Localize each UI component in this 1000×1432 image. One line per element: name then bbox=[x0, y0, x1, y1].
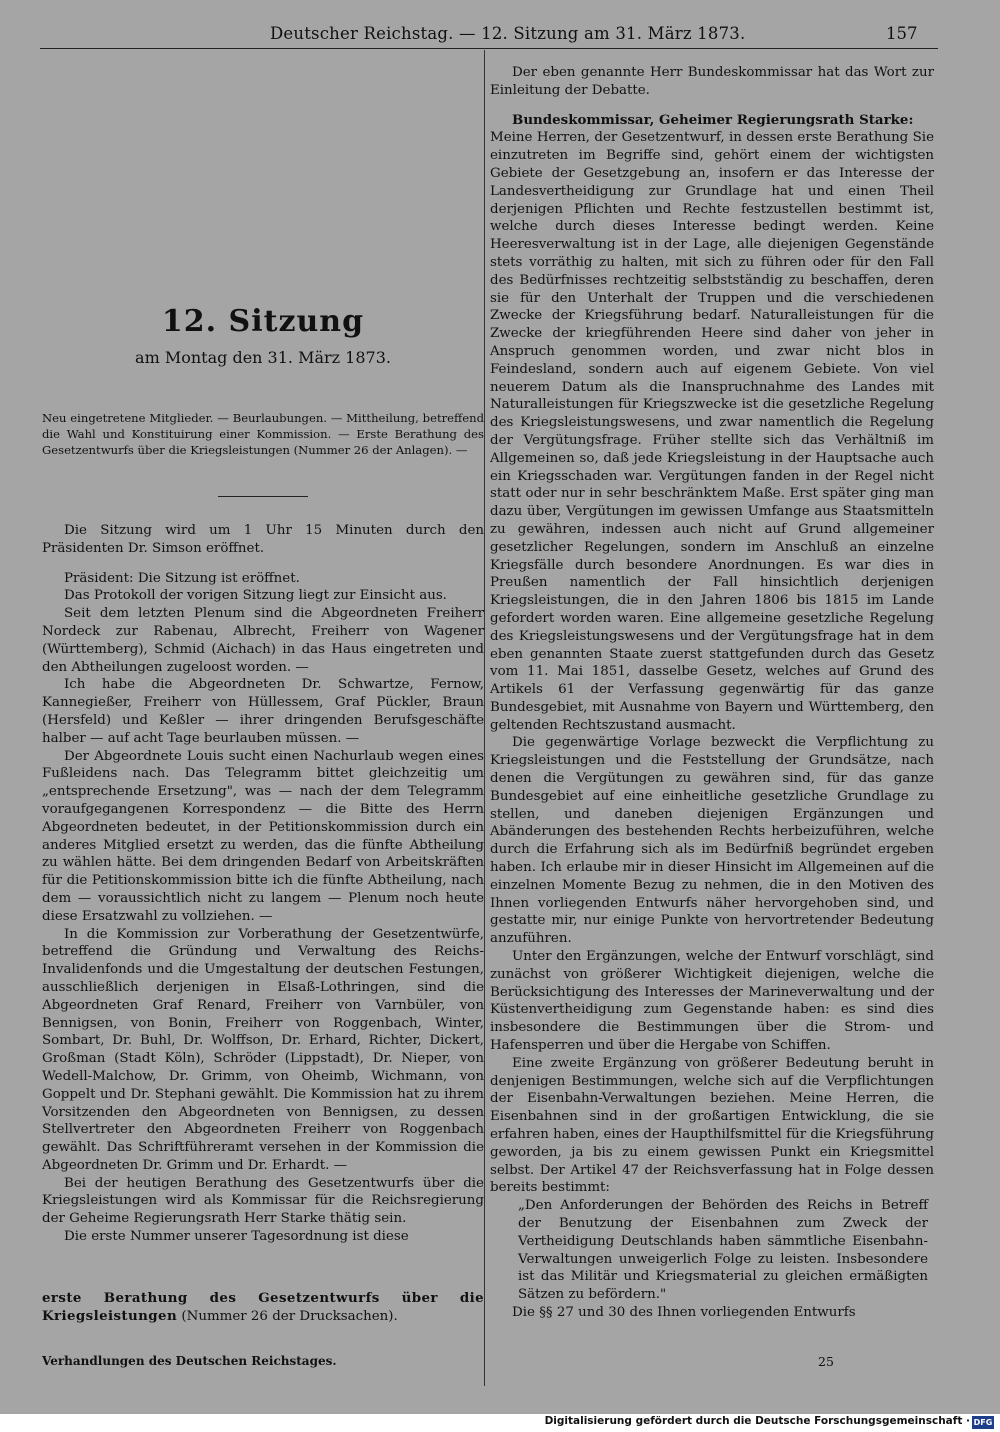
session-date: am Montag den 31. März 1873. bbox=[135, 348, 391, 367]
paragraph-louis: Der Abgeordnete Louis sucht einen Nachurlaub wegen eines Fußleidens nach. Das Telegramm bittet gleichzeitig um „entsprechende Ersetzung", was — nach der dem Telegramm voraufgegangenen Korrespondenz — die Bitte des Herrn Abgeordneten bedeutet, in der Petitionskommission durch ein anderes Mitglied ersetzt zu werden, das die fünfte Abtheilung zu wählen hätte. Bei dem dringenden Bedarf von Arbeitskräften für die Petitionskommission bitte ich die fünfte Abtheilung, nach dem — voraussichtlich nicht zu langem — Plenum noch heute diese Ersatzwahl zu vollziehen. — bbox=[42, 748, 484, 924]
intro-paragraph: Der eben genannte Herr Bundeskommissar hat das Wort zur Einleitung der Debatte. bbox=[490, 65, 934, 98]
footer-credit: Digitalisierung gefördert durch die Deutsche Forschungsgemeinschaft · bbox=[544, 1415, 970, 1427]
opening-paragraph: Die Sitzung wird um 1 Uhr 15 Minuten durch den Präsidenten Dr. Simson eröffnet. bbox=[42, 523, 484, 556]
speaker-label: Bundeskommissar, Geheimer Regierungsrath Starke: bbox=[512, 111, 914, 128]
speech-paragraph-1: Meine Herren, der Gesetzentwurf, in dessen erste Berathung Sie einzutreten im Begriffe sind, gehört einem der wichtigsten Gebiete der Gesetzgebung an, insofern er das Interesse der Landesvertheidigung zur Grundlage hat und einen Theil derjenigen Pflichten und Rechte festzustellen bestimmt ist, welche durch dieses Interesse bedingt werden. Keine Heeresverwaltung ist in der Lage, alle diejenigen Gegenstände stets vorräthig zu halten, mit sich zu führen oder für den Fall des Bedürfnisses rechtzeitig selbstständig zu beschaffen, deren sie für den Unterhalt der Truppen und die verschiedenen Zwecke der Kriegsführung bedarf. Naturalleistungen für die Zwecke der kriegführenden Heere sind daher von jeher in Anspruch genommen worden, und zwar nicht blos in Feindesland, sondern auch auf eigenem Gebiete. Von viel neuerem Datum als die Inanspruchnahme des Landes mit Naturalleistungen für Kriegszwecke ist die gesetzliche Regelung des Kriegsleistungswesens, und zwar namentlich die Regelung der Vergütungsfrage. Früher stellte sich das Verhältniß im Allgemeinen so, daß jede Kriegsleistung in der Hauptsache auch ein Kriegsschaden war. Vergütungen fanden in der Regel nicht statt oder nur in sehr beschränktem Maße. Erst später ging man dazu über, Vergütungen im gewissen Umfange aus Staatsmitteln zu gewähren, indessen auch nicht auf Grund allgemeiner gesetzlicher Regelungen, sondern im Anschluß an einzelne Kriegsfälle durch besondere Anordnungen. Es war dies in Preußen namentlich der Fall hinsichtlich derjenigen Kriegsleistungen, die in den Jahren 1806 bis 1815 im Lande gefordert worden waren. Eine allgemeine gesetzliche Regelung des Kriegsleistungswesens und der Vergütungsfrage hat in dem eben genannten Staate zuerst stattgefunden durch das Gesetz vom 11. Mai 1851, dasselbe Gesetz, welches auf Grund des Artikels 61 der Verfassung gegenwärtig für das ganze Bundesgebiet, mit Ausnahme von Bayern und Württemberg, den geltenden Rechtszustand ausmacht. bbox=[490, 130, 934, 733]
digitization-footer bbox=[0, 1414, 1000, 1432]
page-header bbox=[0, 20, 1000, 50]
paragraph-commissioner: Bei der heutigen Berathung des Gesetzentwurfs über die Kriegsleistungen wird als Kommissar für die Reichsregierung der Geheime Regierungsrath Herr Starke thätig sein. bbox=[42, 1175, 484, 1227]
agenda-item bbox=[42, 1290, 484, 1326]
left-body bbox=[42, 522, 484, 1246]
session-title: 12. Sitzung bbox=[161, 304, 365, 339]
dfg-logo: DFG bbox=[973, 1418, 993, 1427]
speech-paragraph-4: Eine zweite Ergänzung von größerer Bedeutung beruht in denjenigen Bestimmungen, welche sich auf die Verpflichtungen der Eisenbahn-Verwaltungen beziehen. Meine Herren, die Eisenbahnen sind in der großartigen Entwicklung, die sie erfahren haben, eines der Haupthilfsmittel für die Kriegsführung geworden, ja bis zu einem gewissen Punkt ein Kriegsmittel selbst. Der Artikel 47 der Reichsverfassung hat in Folge dessen bereits bestimmt: bbox=[490, 1055, 934, 1196]
paragraph-commission: In die Kommission zur Vorberathung der Gesetzentwürfe, betreffend die Gründung und Verwaltung des Reichs-Invalidenfonds und die Umgestaltung der deutschen Festungen, ausschließlich derjenigen in Elsaß-Lothringen, sind die Abgeordneten Graf Renard, Freiherr von Varnbüler, von Bennigsen, von Bonin, Freiherr von Roggenbach, Winter, Sombart, Dr. Buhl, Dr. Wolffson, Dr. Erhard, Richter, Dickert, Großman (Stadt Köln), Schröder (Lippstadt), Dr. Nieper, von Wedell-Malchow, Dr. Grimm, von Oheimb, Wichmann, von Goppelt und Dr. Stephani gewählt. Die Kommission hat zu ihrem Vorsitzenden den Abgeordneten von Bennigsen, zu dessen Stellvertreter den Abgeordneten Freiherr von Roggenbach gewählt. Das Schriftführeramt versehen in der Kommission die Abgeordneten Dr. Grimm und Dr. Erhardt. — bbox=[42, 926, 484, 1173]
article-quote: „Den Anforderungen der Behörden des Reichs in Betreff der Benutzung der Eisenbahnen zum Zweck der Vertheidigung Deutschlands haben sämmtliche Eisenbahn-Verwaltungen unweigerlich Folge zu leisten. Insbesondere ist das Militär und Kriegsmaterial zu gleichen ermäßigten Sätzen zu befördern." bbox=[518, 1198, 928, 1303]
column-divider bbox=[484, 50, 485, 1386]
page-number: 157 bbox=[886, 24, 918, 43]
paragraph-new-members: Seit dem letzten Plenum sind die Abgeordneten Freiherr Nordeck zur Rabenau, Albrecht, Freiherr von Wagener (Württemberg), Schmid (Aichach) in das Haus eingetreten und den Abtheilungen zugeloost worden. — bbox=[42, 606, 484, 675]
agenda-lead: erste Berathung des Gesetzentwurfs über die Kriegsleistungen bbox=[42, 1290, 484, 1324]
signature-mark: 25 bbox=[818, 1354, 834, 1369]
paragraph-leave: Ich habe die Abgeordneten Dr. Schwartze, Fernow, Kannegießer, Freiherr von Hüllessem, Graf Pückler, Braun (Hersfeld) und Keßler — ihrer dringenden Berufsgeschäfte halber — auf acht Tage beurlauben müssen. — bbox=[42, 677, 484, 746]
speech-paragraph-3: Unter den Ergänzungen, welche der Entwurf vorschlägt, sind zunächst von größerer Wichtigkeit diejenigen, welche die Berücksichtigung des Interesses der Marineverwaltung und der Küstenvertheidigung zum Gegenstande haben: es sind dies insbesondere die Bestimmungen über die Strom- und Hafensperren und über die Hergabe von Schiffen. bbox=[490, 949, 934, 1054]
session-summary: Neu eingetretene Mitglieder. — Beurlaubungen. — Mittheilung, betreffend die Wahl und Konstituirung einer Kommission. — Erste Berathung des Gesetzentwurfs über die Kriegsleistungen (Nummer 26 der Anlagen). — bbox=[42, 411, 484, 457]
header-rule bbox=[40, 48, 938, 49]
paragraph-protocol: Das Protokoll der vorigen Sitzung liegt zur Einsicht aus. bbox=[64, 588, 447, 604]
president-opening: Präsident: Die Sitzung ist eröffnet. bbox=[64, 570, 300, 586]
running-title: Deutscher Reichstag. — 12. Sitzung am 31. März 1873. bbox=[270, 24, 746, 43]
right-body bbox=[490, 64, 934, 1322]
footer-publication: Verhandlungen des Deutschen Reichstages. bbox=[42, 1354, 337, 1368]
summary-divider bbox=[218, 496, 308, 497]
agenda-rest: (Nummer 26 der Drucksachen). bbox=[181, 1308, 398, 1324]
speech-paragraph-2: Die gegenwärtige Vorlage bezweckt die Verpflichtung zu Kriegsleistungen und die Feststellung der Grundsätze, nach denen die Vergütungen zu gewähren sind, für das ganze Bundesgebiet auf eine einheitliche gesetzliche Grundlage zu stellen, und daneben diejenigen Ergänzungen und Abänderungen des bestehenden Rechts herbeizuführen, welche durch die Erfahrung sich als im Bedürfniß begründet ergeben haben. Ich erlaube mir in dieser Hinsicht im Allgemeinen auf die einzelnen Momente Bezug zu nehmen, die in den Motiven des Ihnen vorliegenden Entwurfs näher hervorgehoben sind, und gestatte mir, nur einige Punkte von hervortretender Bedeutung anzuführen. bbox=[490, 735, 934, 947]
speaker-line bbox=[490, 112, 934, 130]
right-column bbox=[490, 64, 934, 1322]
speech-paragraph-5: Die §§ 27 und 30 des Ihnen vorliegenden Entwurfs bbox=[512, 1304, 856, 1320]
paragraph-agenda-intro: Die erste Nummer unserer Tagesordnung ist diese bbox=[64, 1229, 409, 1245]
